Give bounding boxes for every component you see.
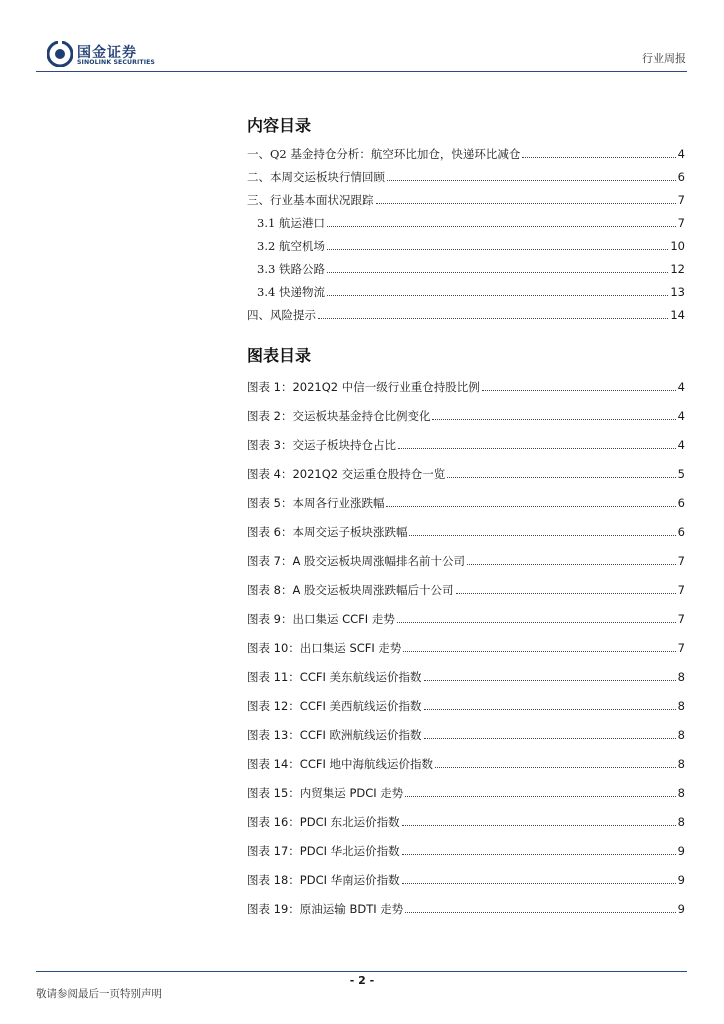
figure-entry-label: 图表 19：原油运输 BDTI 走势 xyxy=(247,902,404,916)
logo-chinese-name: 国金证券 xyxy=(77,45,137,61)
toc-entry[interactable] xyxy=(247,164,685,184)
dot-leader xyxy=(387,179,676,181)
figure-entry-label: 图表 15：内贸集运 PDCI 走势 xyxy=(247,786,404,800)
dot-leader xyxy=(402,882,676,884)
figure-entry-label: 图表 7：A 股交运板块周涨幅排名前十公司 xyxy=(247,554,465,568)
dot-leader xyxy=(405,911,675,913)
figure-entry-label: 图表 2：交运板块基金持仓比例变化 xyxy=(247,409,431,423)
dot-leader xyxy=(409,534,675,536)
figure-entry[interactable] xyxy=(247,374,685,394)
toc-entry[interactable] xyxy=(247,141,685,161)
figure-entry-page: 8 xyxy=(677,728,685,742)
figure-entry-page: 9 xyxy=(677,902,685,916)
dot-leader xyxy=(376,202,676,204)
toc-title: 内容目录 xyxy=(247,116,312,135)
page-number: - 2 - xyxy=(349,974,375,987)
toc-entry[interactable] xyxy=(247,302,685,322)
figure-entry-page: 6 xyxy=(677,525,685,539)
figure-entry[interactable] xyxy=(247,722,685,742)
figure-entry[interactable] xyxy=(247,577,685,597)
dot-leader xyxy=(402,853,676,855)
figure-entry-page: 5 xyxy=(677,467,685,481)
dot-leader xyxy=(435,766,676,768)
toc-entry-label: 一、Q2 基金持仓分析：航空环比加仓，快递环比减仓 xyxy=(247,147,521,161)
toc-entry-page: 10 xyxy=(670,239,685,253)
figure-entry[interactable] xyxy=(247,838,685,858)
dot-leader xyxy=(403,650,675,652)
toc-entry[interactable] xyxy=(247,187,685,207)
sinolink-logo-icon xyxy=(47,41,73,67)
figure-entry-page: 4 xyxy=(677,438,685,452)
toc-entry-label: 四、风险提示 xyxy=(247,308,316,322)
figure-entry-label: 图表 9：出口集运 CCFI 走势 xyxy=(247,612,395,626)
figure-entry[interactable] xyxy=(247,664,685,684)
figure-entry[interactable] xyxy=(247,548,685,568)
toc-entry-page: 12 xyxy=(670,262,685,276)
dot-leader xyxy=(318,317,668,319)
figure-entry[interactable] xyxy=(247,780,685,800)
figure-entry-page: 8 xyxy=(677,757,685,771)
figure-entry-label: 图表 17：PDCI 华北运价指数 xyxy=(247,844,400,858)
footer-divider xyxy=(36,971,687,972)
figure-entry-label: 图表 13：CCFI 欧洲航线运价指数 xyxy=(247,728,422,742)
figure-entry-label: 图表 10：出口集运 SCFI 走势 xyxy=(247,641,402,655)
toc-entry-page: 14 xyxy=(670,308,685,322)
figure-entry[interactable] xyxy=(247,693,685,713)
figure-entry-page: 8 xyxy=(677,670,685,684)
toc-entry[interactable] xyxy=(247,256,685,276)
figure-entry-label: 图表 12：CCFI 美西航线运价指数 xyxy=(247,699,422,713)
figure-entry[interactable] xyxy=(247,403,685,423)
toc-entry-label: 3.1 航运港口 xyxy=(257,216,325,230)
figure-entry-page: 4 xyxy=(677,409,685,423)
dot-leader xyxy=(424,708,676,710)
figure-entry-label: 图表 3：交运子板块持仓占比 xyxy=(247,438,396,452)
figure-entry-label: 图表 18：PDCI 华南运价指数 xyxy=(247,873,400,887)
figure-entry[interactable] xyxy=(247,896,685,916)
figure-entry[interactable] xyxy=(247,519,685,539)
figure-entry-label: 图表 1：2021Q2 中信一级行业重仓持股比例 xyxy=(247,380,480,394)
dot-leader xyxy=(327,294,668,296)
toc-entry-label: 三、行业基本面状况跟踪 xyxy=(247,193,374,207)
toc-entry-page: 7 xyxy=(677,193,685,207)
toc-entry[interactable] xyxy=(247,279,685,299)
figure-entry-page: 6 xyxy=(677,496,685,510)
dot-leader xyxy=(386,505,675,507)
toc-entry-page: 6 xyxy=(677,170,685,184)
dot-leader xyxy=(327,248,668,250)
dot-leader xyxy=(327,225,676,227)
figures-title: 图表目录 xyxy=(247,346,312,365)
logo-english-name: SINOLINK SECURITIES xyxy=(77,59,155,66)
figure-entry-label: 图表 4：2021Q2 交运重仓股持仓一览 xyxy=(247,467,446,481)
figure-entry-page: 8 xyxy=(677,699,685,713)
figure-entry[interactable] xyxy=(247,461,685,481)
figure-entry-label: 图表 16：PDCI 东北运价指数 xyxy=(247,815,400,829)
figure-entry-page: 7 xyxy=(677,554,685,568)
figure-entry-page: 9 xyxy=(677,844,685,858)
figure-entry-page: 8 xyxy=(677,786,685,800)
figure-entry-label: 图表 11：CCFI 美东航线运价指数 xyxy=(247,670,422,684)
page-header xyxy=(0,0,724,80)
figure-entry-page: 7 xyxy=(677,612,685,626)
report-type-label: 行业周报 xyxy=(642,52,686,65)
dot-leader xyxy=(432,418,675,420)
header-divider xyxy=(36,71,687,72)
figure-entry-label: 图表 6：本周交运子板块涨跌幅 xyxy=(247,525,408,539)
figure-entry-label: 图表 8：A 股交运板块周涨跌幅后十公司 xyxy=(247,583,454,597)
figure-entry-page: 7 xyxy=(677,583,685,597)
figure-entry[interactable] xyxy=(247,606,685,626)
toc-entry-label: 二、本周交运板块行情回顾 xyxy=(247,170,385,184)
disclaimer-note: 敬请参阅最后一页特别声明 xyxy=(36,988,162,1000)
figure-entry-page: 8 xyxy=(677,815,685,829)
dot-leader xyxy=(447,476,675,478)
dot-leader xyxy=(424,737,676,739)
figure-entry[interactable] xyxy=(247,490,685,510)
figure-entry[interactable] xyxy=(247,432,685,452)
figure-entry[interactable] xyxy=(247,867,685,887)
company-logo xyxy=(47,41,157,69)
dot-leader xyxy=(522,156,675,158)
toc-entry-page: 4 xyxy=(677,147,685,161)
toc-entry[interactable] xyxy=(247,233,685,253)
dot-leader xyxy=(482,389,676,391)
figure-entry[interactable] xyxy=(247,809,685,829)
figure-entry[interactable] xyxy=(247,751,685,771)
dot-leader xyxy=(402,824,676,826)
dot-leader xyxy=(405,795,675,797)
toc-entry-label: 3.2 航空机场 xyxy=(257,239,325,253)
toc-entry-page: 7 xyxy=(677,216,685,230)
toc-entry-label: 3.3 铁路公路 xyxy=(257,262,325,276)
figure-entry-label: 图表 14：CCFI 地中海航线运价指数 xyxy=(247,757,434,771)
figure-entry-page: 7 xyxy=(677,641,685,655)
dot-leader xyxy=(424,679,676,681)
toc-entry-label: 3.4 快递物流 xyxy=(257,285,325,299)
dot-leader xyxy=(467,563,676,565)
figure-entry-page: 9 xyxy=(677,873,685,887)
dot-leader xyxy=(327,271,668,273)
dot-leader xyxy=(456,592,676,594)
figure-entry-page: 4 xyxy=(677,380,685,394)
dot-leader xyxy=(397,621,676,623)
dot-leader xyxy=(398,447,676,449)
figure-entry[interactable] xyxy=(247,635,685,655)
toc-entry[interactable] xyxy=(247,210,685,230)
toc-entry-page: 13 xyxy=(670,285,685,299)
figure-entry-label: 图表 5：本周各行业涨跌幅 xyxy=(247,496,385,510)
